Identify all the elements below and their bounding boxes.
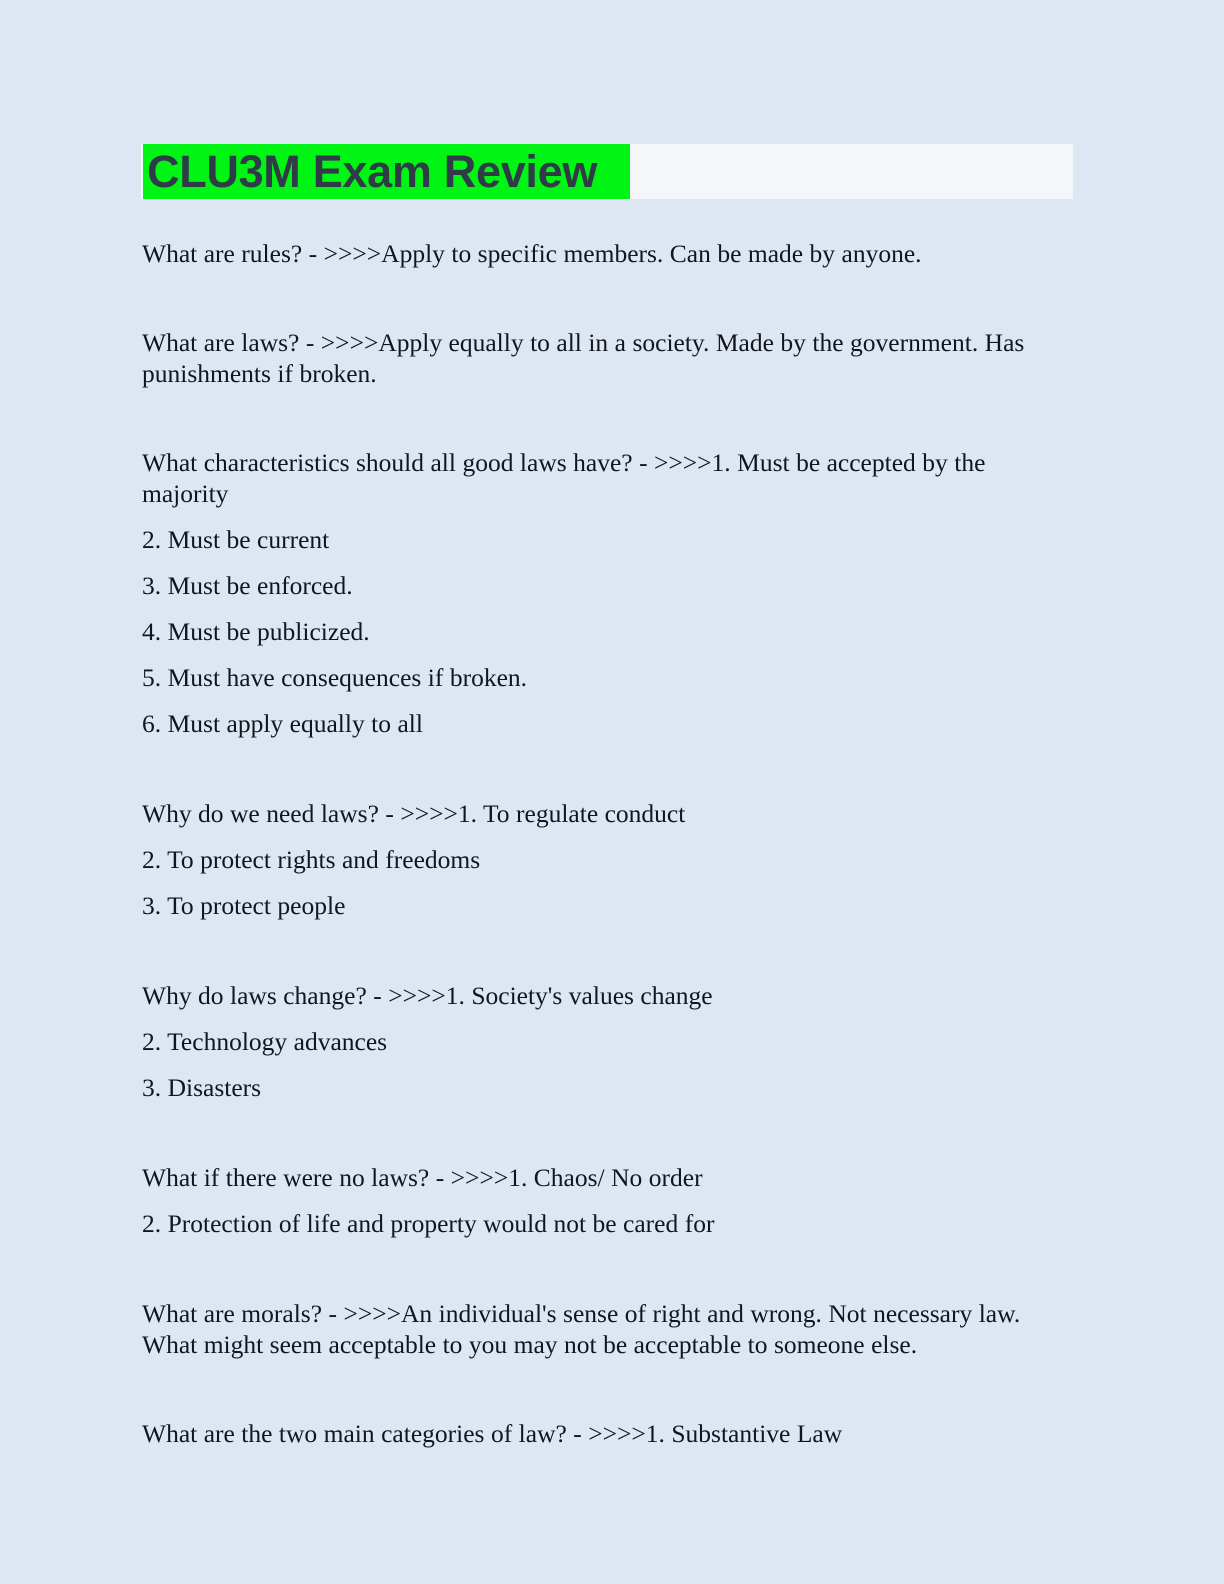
line-gap (142, 601, 1026, 616)
qa-block-why-need-laws (142, 798, 1026, 921)
qa-line: 3. Disasters (142, 1073, 262, 1102)
document-body (142, 238, 1026, 1449)
qa-block-good-law-characteristics (142, 447, 1026, 739)
qa-line: 6. Must apply equally to all (142, 709, 423, 738)
block-gap (142, 389, 1026, 447)
qa-line: What are rules? - >>>>Apply to specific members. Can be made by anyone. (142, 239, 922, 268)
qa-block-categories-of-law (142, 1418, 1026, 1449)
section-gap (142, 921, 1026, 980)
block-gap (142, 1360, 1026, 1418)
line-gap (142, 647, 1026, 662)
qa-block-laws (142, 327, 1026, 389)
section-gap (142, 1239, 1026, 1298)
section-gap (142, 1103, 1026, 1162)
section-gap (142, 739, 1026, 798)
qa-block-morals (142, 1298, 1026, 1360)
qa-line: 2. Technology advances (142, 1027, 388, 1056)
qa-line: What are laws? - >>>>Apply equally to all in a society. Made by the government. Has punishments if broken. (142, 328, 1025, 388)
line-gap (142, 1011, 1026, 1026)
qa-line: 3. To protect people (142, 891, 346, 920)
qa-line: 4. Must be publicized. (142, 617, 370, 646)
line-gap (142, 555, 1026, 570)
line-gap (142, 509, 1026, 524)
line-gap (142, 829, 1026, 844)
qa-block-rules (142, 238, 1026, 269)
page-title: CLU3M Exam Review (147, 146, 598, 197)
block-gap (142, 269, 1026, 327)
qa-line: What characteristics should all good laws have? - >>>>1. Must be accepted by the majority (142, 448, 986, 508)
qa-line: Why do laws change? - >>>>1. Society's values change (142, 981, 713, 1010)
qa-line: What if there were no laws? - >>>>1. Chaos/ No order (142, 1163, 703, 1192)
qa-block-why-laws-change (142, 980, 1026, 1103)
line-gap (142, 693, 1026, 708)
qa-line: 3. Must be enforced. (142, 571, 353, 600)
line-gap (142, 875, 1026, 890)
page-title-highlight (143, 144, 630, 199)
qa-line: 5. Must have consequences if broken. (142, 663, 528, 692)
line-gap (142, 1057, 1026, 1072)
qa-line: 2. To protect rights and freedoms (142, 845, 481, 874)
qa-line: 2. Must be current (142, 525, 330, 554)
line-gap (142, 1193, 1026, 1208)
qa-line: What are the two main categories of law? - >>>>1. Substantive Law (142, 1419, 843, 1448)
qa-line: 2. Protection of life and property would not be cared for (142, 1209, 715, 1238)
qa-block-no-laws (142, 1162, 1026, 1239)
qa-line: Why do we need laws? - >>>>1. To regulate conduct (142, 799, 686, 828)
qa-line: What are morals? - >>>>An individual's sense of right and wrong. Not necessary law. What might seem acceptable to you may not be acceptable to someone else. (142, 1299, 1021, 1359)
